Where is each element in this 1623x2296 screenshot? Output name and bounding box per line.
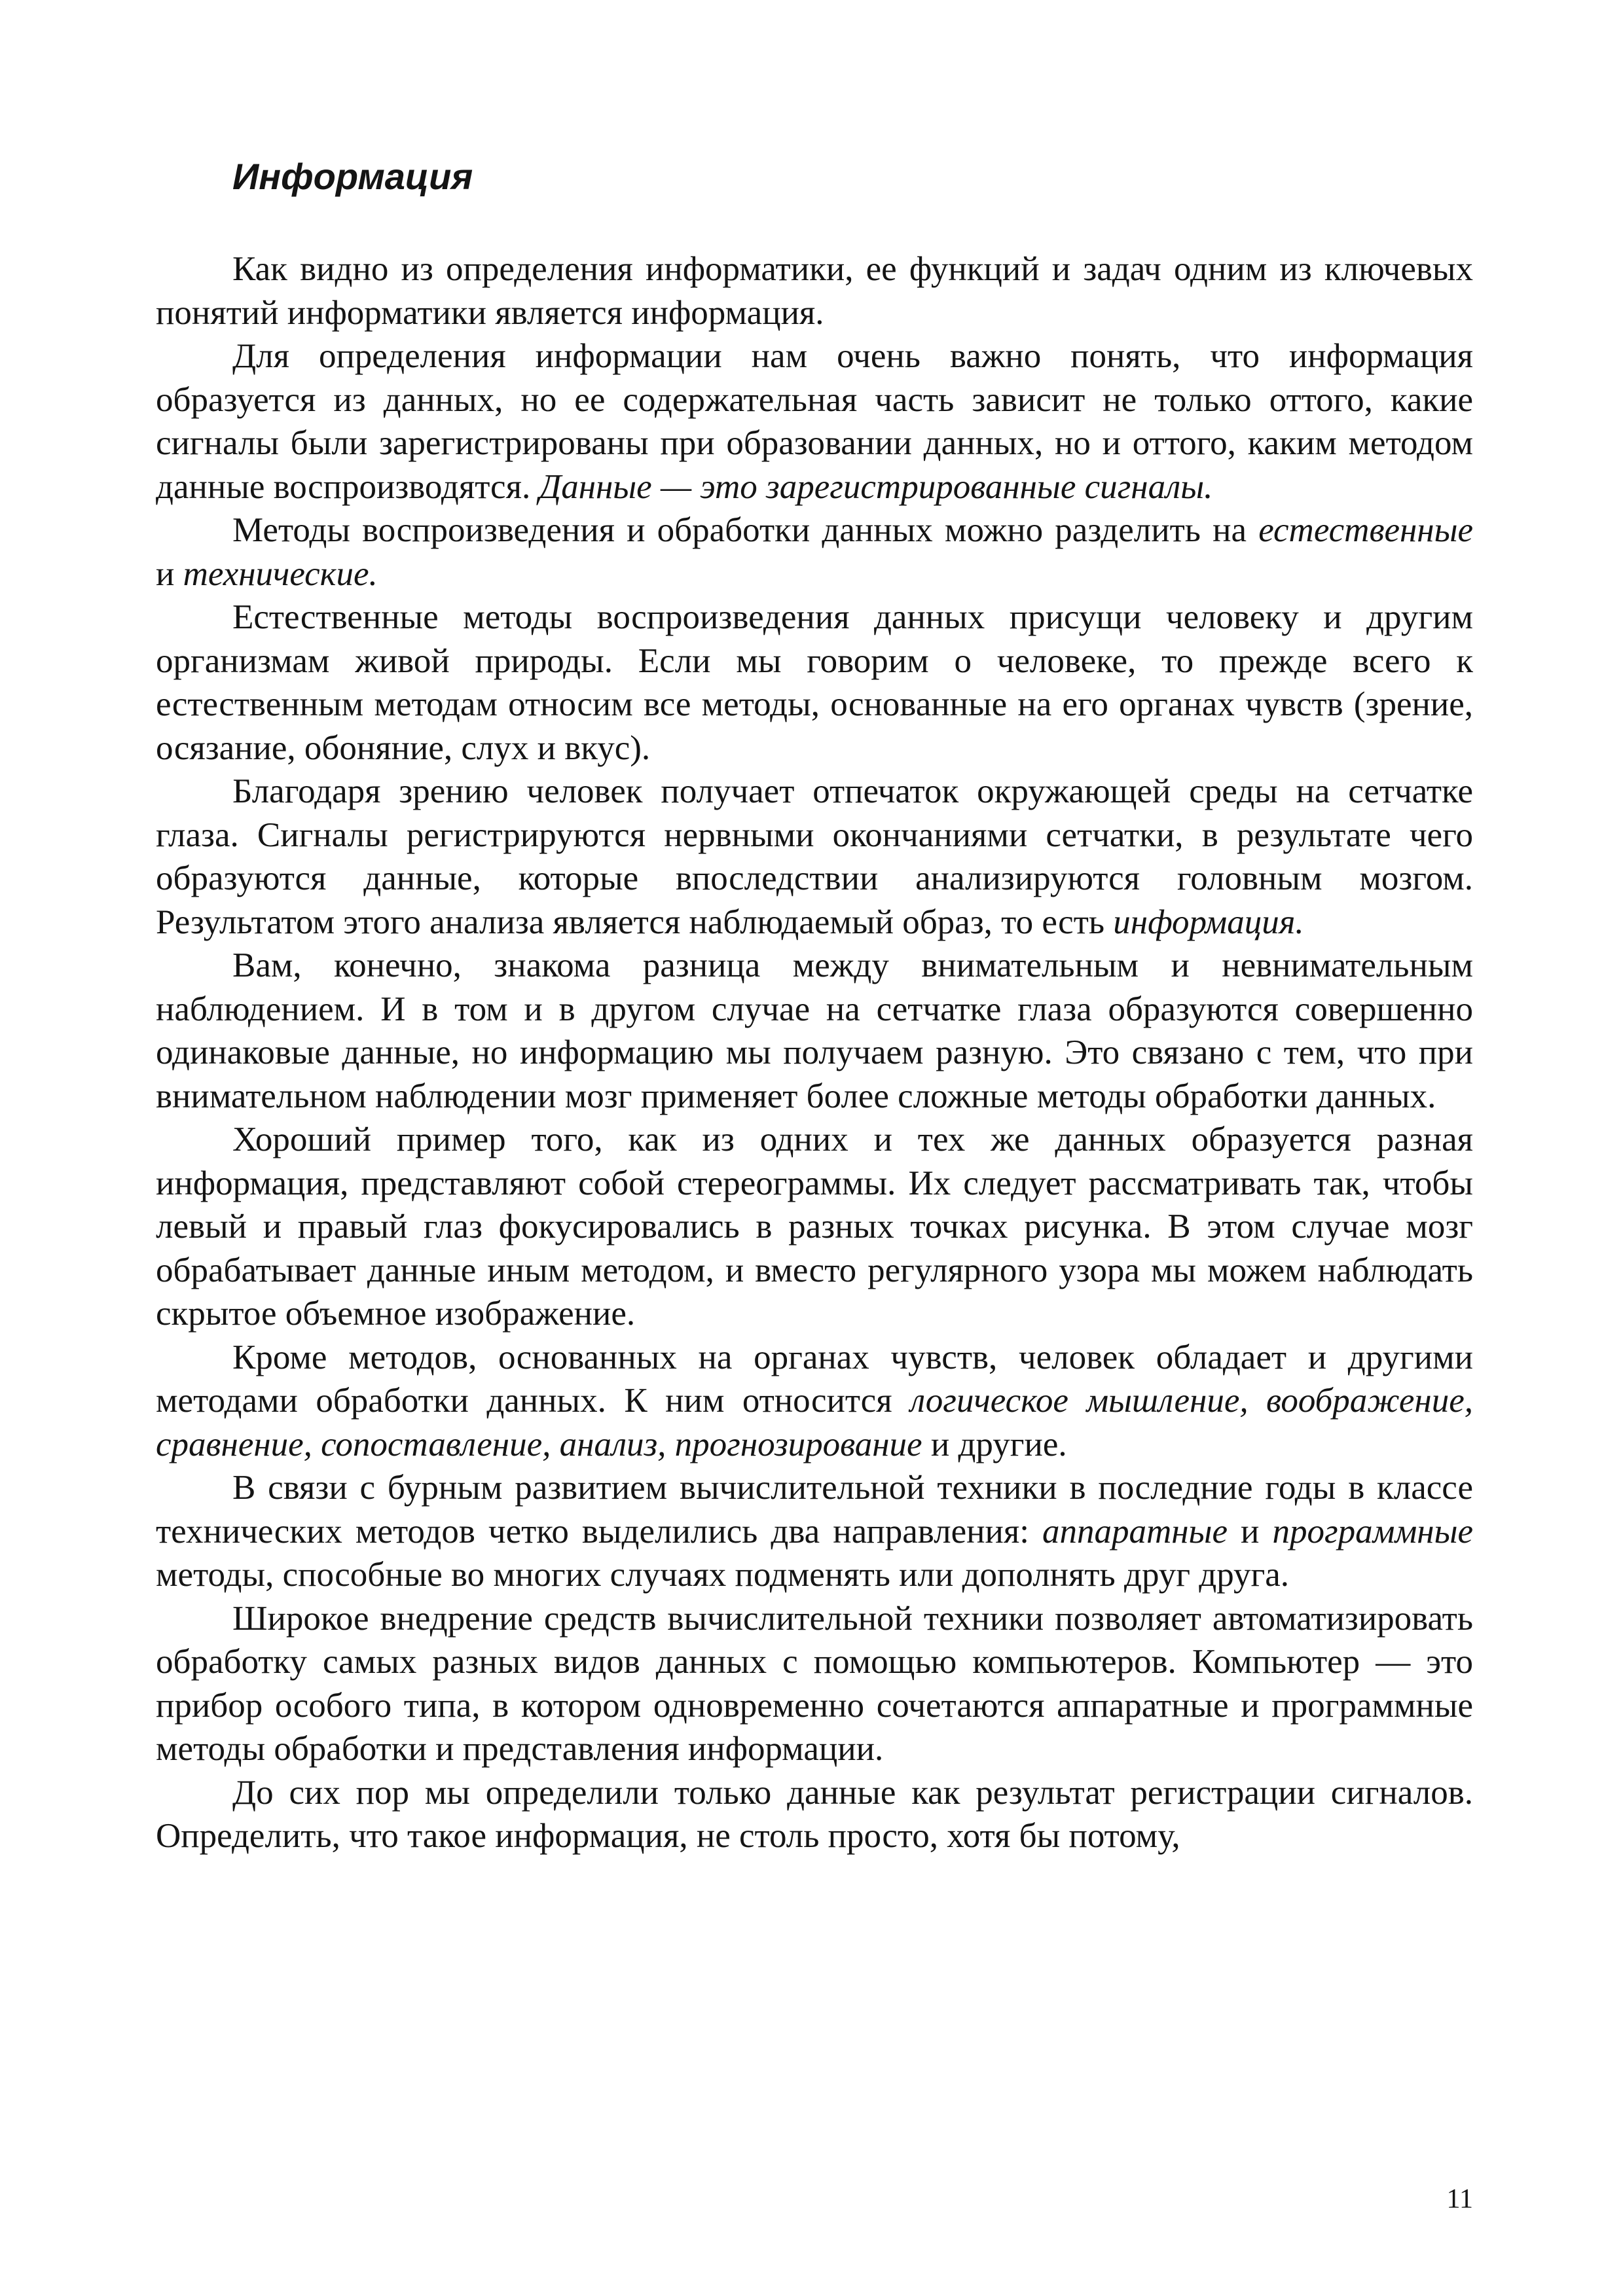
text-run: Кроме методов, основанных на органах чувств, человек обладает и другими методами обработки данных. К ним относится	[156, 1338, 1473, 1420]
italic-text: технические.	[183, 554, 378, 593]
paragraph	[156, 944, 1473, 1118]
section-heading: Информация	[232, 156, 473, 197]
paragraph	[156, 1336, 1473, 1467]
italic-text: логическое мышление, воображение, сравнение, сопоставление, анализ, прогнозирование	[156, 1382, 1473, 1463]
body-text	[156, 247, 1473, 1858]
text-run: Вам, конечно, знакома разница между внимательным и невнимательным наблюдением. И в том и в другом случае на сетчатке глаза образуются совершенно одинаковые данные, но информацию мы получаем разную. Это связано с тем, что при внимательном наблюдении мозг применяет более сложные методы обработки данных.	[156, 946, 1473, 1115]
paragraph	[156, 247, 1473, 334]
text-run: Методы воспроизведения и обработки данных можно разделить на	[232, 511, 1259, 549]
text-run: До сих пор мы определили только данные как результат регистрации сигналов. Определить, что такое информация, не столь просто, хотя бы потому,	[156, 1773, 1473, 1855]
italic-text: информация.	[1113, 903, 1304, 941]
paragraph	[156, 1466, 1473, 1597]
italic-text: естественные	[1258, 511, 1473, 549]
paragraph	[156, 1118, 1473, 1336]
paragraph	[156, 509, 1473, 596]
text-run: методы, способные во многих случаях подменять или дополнять друг друга.	[156, 1556, 1290, 1594]
text-run: и	[1227, 1512, 1273, 1551]
paragraph	[156, 334, 1473, 509]
text-run: и	[156, 554, 183, 593]
text-run: Благодаря зрению человек получает отпечаток окружающей среды на сетчатке глаза. Сигналы регистрируются нервными окончаниями сетчатки, в результате чего образуются данные, которые впоследствии анализируются головным мозгом. Результатом этого анализа является наблюдаемый образ, то есть	[156, 772, 1473, 941]
text-run: Для определения информации нам очень важно понять, что информация образуется из данных, но ее содержательная часть зависит не только оттого, какие сигналы были зарегистрированы при образовании данных, но и оттого, каким методом данные воспроизводятся.	[156, 337, 1473, 506]
text-run: и другие.	[922, 1425, 1067, 1463]
text-run: Естественные методы воспроизведения данных присущи человеку и другим организмам живой природы. Если мы говорим о человеке, то прежде всего к естественным методам относим все методы, основанные на его органах чувств (зрение, осязание, обоняние, слух и вкус).	[156, 598, 1473, 767]
text-run: В связи с бурным развитием вычислительной техники в последние годы в классе технических методов четко выделились два направления:	[156, 1469, 1473, 1551]
italic-text: Данные — это зарегистрированные сигналы.	[539, 467, 1213, 506]
text-run: Хороший пример того, как из одних и тех же данных образуется разная информация, представляют собой стереограммы. Их следует рассматривать так, чтобы левый и правый глаз фокусировались в разных точках рисунка. В этом случае мозг обрабатывает данные иным методом, и вместо регулярного узора мы можем наблюдать скрытое объемное изображение.	[156, 1121, 1473, 1333]
paragraph	[156, 1597, 1473, 1771]
page-number: 11	[1446, 2184, 1473, 2214]
text-run: Широкое внедрение средств вычислительной техники позволяет автоматизировать обработку самых разных видов данных с помощью компьютеров. Компьютер — это прибор особого типа, в котором одновременно сочетаются аппаратные и программные методы обработки и представления информации.	[156, 1599, 1473, 1768]
italic-text: аппаратные	[1042, 1512, 1228, 1551]
paragraph	[156, 596, 1473, 770]
text-run: Как видно из определения информатики, ее функций и задач одним из ключевых понятий информатики является информация.	[156, 250, 1473, 332]
paragraph	[156, 770, 1473, 944]
italic-text: программные	[1272, 1512, 1473, 1551]
paragraph	[156, 1771, 1473, 1858]
